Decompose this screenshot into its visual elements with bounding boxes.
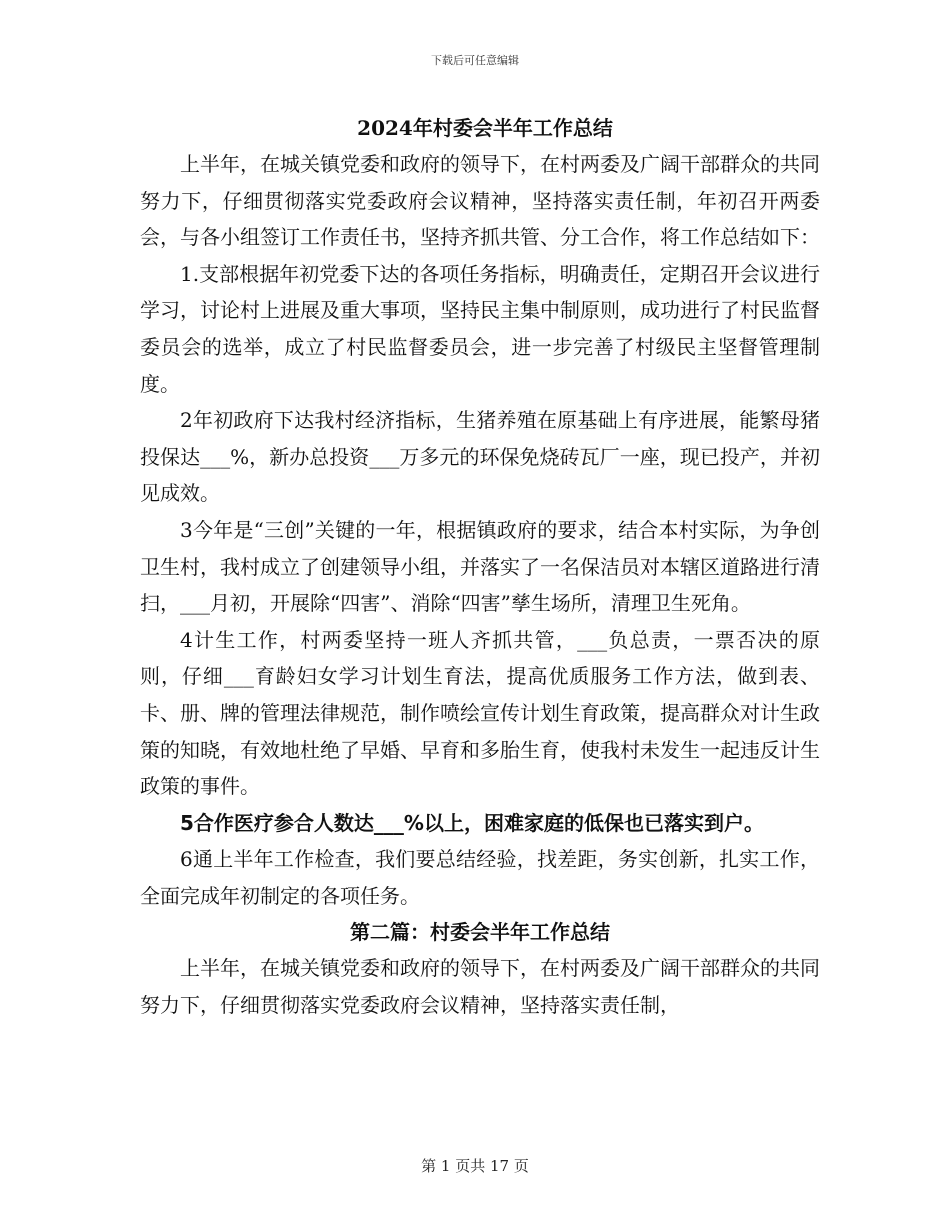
paragraph-item-6: 6通上半年工作检查，我们要总结经验，找差距，务实创新，扎实工作，全面完成年初制定的各项任务。 [140,847,820,908]
paragraph-item-5: 5合作医疗参合人数达___%以上，困难家庭的低保也已落实到户。 [180,810,764,835]
paragraph-second-intro: 上半年，在城关镇党委和政府的领导下，在村两委及广阔干部群众的共同努力下，仔细贯彻落实党委政府会议精神，坚持落实责任制， [140,956,820,1018]
document-content [140,110,820,1024]
paragraph-item-3: 3今年是“三创”关键的一年，根据镇政府的要求，结合本村实际，为争创卫生村，我村成立了创建领导小组，并落实了一名保洁员对本辖区道路进行清扫，___月初，开展除“四害”、消除“四害”孳生场所，清理卫生死角。 [140,517,820,616]
header-note: 下载后可任意编辑 [431,54,519,67]
document-title: 2024年村委会半年工作总结 [357,116,613,140]
paragraph-item-2: 2年初政府下达我村经济指标，生猪养殖在原基础上有序进展，能繁母猪投保达___%，新办总投资___万多元的环保免烧砖瓦厂一座，现已投产，并初见成效。 [140,408,820,506]
paragraph-intro: 上半年，在城关镇党委和政府的领导下，在村两委及广阔干部群众的共同努力下，仔细贯彻落实党委政府会议精神，坚持落实责任制，年初召开两委会，与各小组签订工作责任书，坚持齐抓共管、分工合作，将工作总结如下： [140,152,820,250]
paragraph-item-1: 1.支部根据年初党委下达的各项任务指标，明确责任，定期召开会议进行学习，讨论村上进展及重大事项，坚持民主集中制原则，成功进行了村民监督委员会的选举，成立了村民监督委员会，进一步完善了村级民主坚督管理制度。 [140,261,820,396]
page-indicator: 第 1 页共 17 页 [421,1157,529,1175]
paragraph-item-4: 4计生工作，村两委坚持一班人齐抓共管，___负总责，一票否决的原则，仔细___育龄妇女学习计划生育法，提高优质服务工作方法，做到表、卡、册、牌的管理法律规范，制作喷绘宣传计划生育政策，提高群众对计生政策的知晓，有效地杜绝了早婚、早育和多胎生育，使我村未发生一起违反计生政策的事件。 [140,627,820,799]
section-subtitle: 第二篇：村委会半年工作总结 [350,920,610,945]
